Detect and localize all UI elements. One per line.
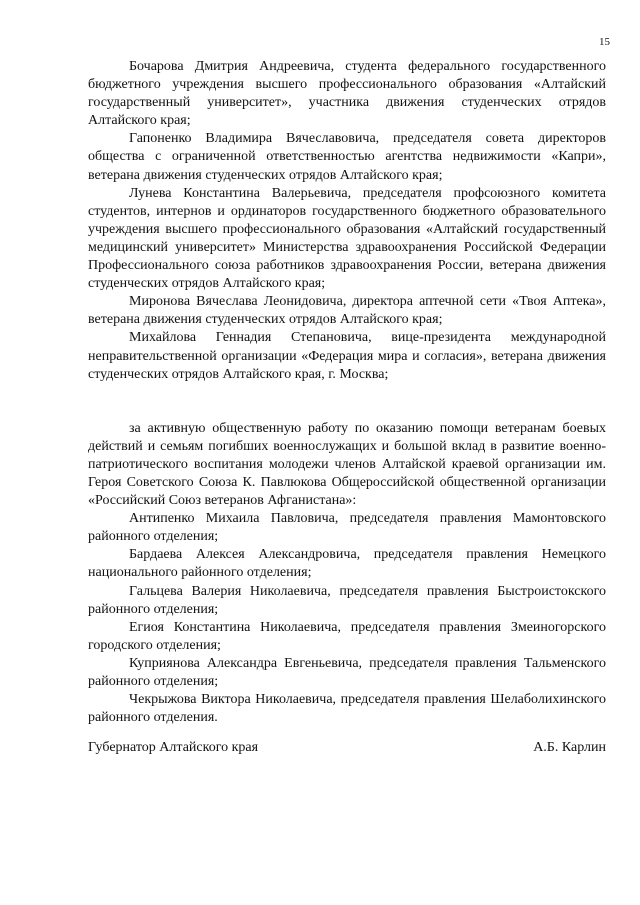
award-entry-antipenko: Антипенко Михаила Павловича, председателя правления Мамонтовского районного отделения; xyxy=(88,511,606,545)
page-number: 15 xyxy=(599,36,610,48)
award-entry-galtsev: Гальцева Валерия Николаевича, председателя правления Быстроистокского районного отделения; xyxy=(88,583,606,617)
award-entry-bocharov: Бочарова Дмитрия Андреевича, студента федерального государственного бюджетного учреждения высшего профессионального образования «Алтайский государственный университет», участника движения студенческих отрядов Алтайского края; xyxy=(88,59,606,129)
award-entry-kupriyanov: Куприянова Александра Евгеньевича, председателя правления Тальменского районного отделения; xyxy=(88,655,606,689)
signatory-name: А.Б. Карлин xyxy=(533,740,606,755)
award-entry-egioy: Егиоя Константина Николаевича, председателя правления Змеиногорского городского отделения; xyxy=(88,619,606,653)
award-entry-lunev: Лунева Константина Валерьевича, председателя профсоюзного комитета студентов, интернов и ординаторов государственного бюджетного образовательного учреждения высшего профессионального образования «Алтайский государственный медицинский университет» Министерства здравоохранения Российской Федерации Профессионального союза работников здравоохранения России, ветерана движения студенческих отрядов Алтайского края; xyxy=(88,185,606,292)
award-entry-bardaev: Бардаева Алексея Александровича, председателя правления Немецкого национального районного отделения; xyxy=(88,547,606,581)
signatory-position: Губернатор Алтайского края xyxy=(88,740,259,755)
award-entry-mikhailov: Михайлова Геннадия Степановича, вице-президента международной неправительственной организации «Федерация мира и согласия», ветерана движения студенческих отрядов Алтайского края, г. Москва; xyxy=(88,330,606,382)
section-intro: за активную общественную работу по оказанию помощи ветеранам боевых действий и семьям погибших военнослужащих и большой вклад в развитие военно-патриотического воспитания молодежи членов Алтайской краевой организации им. Героя Советского Союза К. Павлюкова Общероссийской общественной организации «Российский Союз ветеранов Афганистана»: xyxy=(88,420,606,509)
award-entry-chekryzhov: Чекрыжова Виктора Николаевича, председателя правления Шелаболихинского районного отделения. xyxy=(88,692,606,726)
document-body xyxy=(88,58,606,727)
award-entry-mironov: Миронова Вячеслава Леонидовича, директора аптечной сети «Твоя Аптека», ветерана движения студенческих отрядов Алтайского края; xyxy=(88,294,606,328)
section-gap xyxy=(88,384,606,420)
award-entry-gaponenko: Гапоненко Владимира Вячеславовича, председателя совета директоров общества с ограниченной ответственностью агентства недвижимости «Капри», ветерана движения студенческих отрядов Алтайского края; xyxy=(88,131,606,183)
signature-block xyxy=(88,739,606,757)
